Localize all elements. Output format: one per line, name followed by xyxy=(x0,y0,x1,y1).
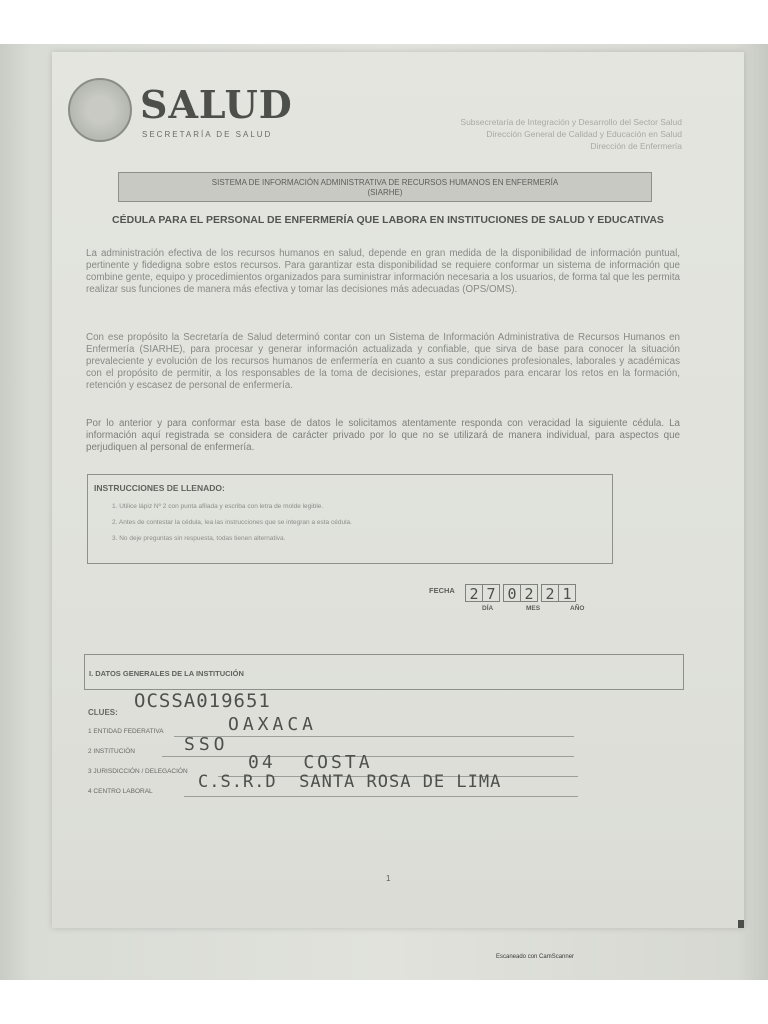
fecha-year-digit[interactable]: 1 xyxy=(558,584,576,602)
instruction-item: 1. Utilice lápiz Nº 2 con punta afilada y escriba con letra de molde legible. xyxy=(112,503,324,510)
fecha-month-label: MES xyxy=(526,605,541,612)
fecha-day-label: DÍA xyxy=(482,605,494,612)
instruction-item: 3. No deje preguntas sin respuesta, todas tienen alternativa. xyxy=(112,535,286,542)
fecha-label: FECHA xyxy=(429,586,455,595)
document-sheet xyxy=(52,52,744,928)
scanned-page-background xyxy=(0,44,768,980)
purpose-paragraph: Con ese propósito la Secretaría de Salud determinó contar con un Sistema de Información Administrativa de Recursos Humanos en Enfermería (SIARHE), para procesar y generar información actualizada y confiable, que sirva de base para conocer la situación prevaleciente y evolución de los recursos humanos de enfermería en cuanto a sus condiciones profesionales, laborales y académicas con el propósito de permitir, a los responsables de la toma de decisiones, estar preparados para encarar los retos en la formación, retención y escasez de personal de enfermería. xyxy=(86,332,680,391)
entidad-federativa-value[interactable]: OAXACA xyxy=(228,714,318,735)
scanner-watermark: Escaneado con CamScanner xyxy=(496,954,575,960)
system-title: SISTEMA DE INFORMACIÓN ADMINISTRATIVA DE RECURSOS HUMANOS EN ENFERMERÍA xyxy=(211,178,559,187)
entidad-federativa-label: 1 ENTIDAD FEDERATIVA xyxy=(88,728,164,735)
fecha-day-digit[interactable]: 7 xyxy=(482,584,500,602)
jurisdiccion-value[interactable]: 04 COSTA xyxy=(248,752,373,773)
request-paragraph: Por lo anterior y para conformar esta base de datos le solicitamos atentamente responda con veracidad la siguiente cédula. La información aquí registrada se considera de carácter privado por lo que no se utilizará de manera individual, para aspectos que perjudiquen al personal de enfermería. xyxy=(86,418,680,453)
instructions-title: INSTRUCCIONES DE LLENADO: xyxy=(94,483,225,493)
clues-value[interactable]: OCSSA019651 xyxy=(134,690,271,712)
clues-label: CLUES: xyxy=(88,708,118,717)
fecha-year-label: AÑO xyxy=(570,605,585,612)
fecha-input-boxes[interactable] xyxy=(466,584,576,602)
section-header-box xyxy=(84,654,684,690)
salud-logo-text: SALUD xyxy=(140,82,293,127)
section-title: I. DATOS GENERALES DE LA INSTITUCIÓN xyxy=(89,669,244,678)
intro-paragraph: La administración efectiva de los recursos humanos en salud, depende en gran medida de la disponibilidad de información puntual, pertinente y fidedigna sobre estos recursos. Para garantizar esta disponibilidad se requiere conformar un sistema de información que combine gente, equipo y procedimientos organizados para suministrar información necesaria a los usuarios, de forma tal que les permita realizar sus funciones de manera más efectiva y tomar las decisiones más adecuadas (OPS/OMS). xyxy=(86,248,680,295)
page-number: 1 xyxy=(386,874,391,883)
fecha-month-digit[interactable]: 2 xyxy=(520,584,538,602)
department-line: Subsecretaría de Integración y Desarrollo del Sector Salud xyxy=(460,117,682,127)
form-title: CÉDULA PARA EL PERSONAL DE ENFERMERÍA QUE LABORA EN INSTITUCIONES DE SALUD Y EDUCATIVAS xyxy=(112,214,664,226)
fecha-month-digit[interactable]: 0 xyxy=(503,584,521,602)
institucion-value[interactable]: SSO xyxy=(184,734,229,755)
centro-laboral-label: 4 CENTRO LABORAL xyxy=(88,788,153,795)
national-seal-icon xyxy=(68,78,132,142)
system-acronym: (SIARHE) xyxy=(367,188,403,197)
instruction-item: 2. Antes de contestar la cédula, lea las instrucciones que se integran a esta cédula. xyxy=(112,519,352,526)
jurisdiccion-label: 3 JURISDICCIÓN / DELEGACIÓN xyxy=(88,768,188,775)
instructions-box xyxy=(87,474,613,564)
department-line: Dirección de Enfermería xyxy=(590,141,682,151)
fecha-sublabels xyxy=(482,605,600,612)
salud-logo-subtitle: SECRETARÍA DE SALUD xyxy=(142,130,273,139)
fecha-year-digit[interactable]: 2 xyxy=(541,584,559,602)
centro-laboral-value[interactable]: C.S.R.D SANTA ROSA DE LIMA xyxy=(198,772,502,792)
entidad-federativa-line xyxy=(174,736,574,737)
fecha-day-digit[interactable]: 2 xyxy=(465,584,483,602)
department-line: Dirección General de Calidad y Educación en Salud xyxy=(486,129,682,139)
corner-mark xyxy=(738,920,744,928)
centro-laboral-line xyxy=(184,796,578,797)
department-header xyxy=(382,116,682,152)
institucion-label: 2 INSTITUCIÓN xyxy=(88,748,135,755)
system-title-box xyxy=(118,172,652,202)
